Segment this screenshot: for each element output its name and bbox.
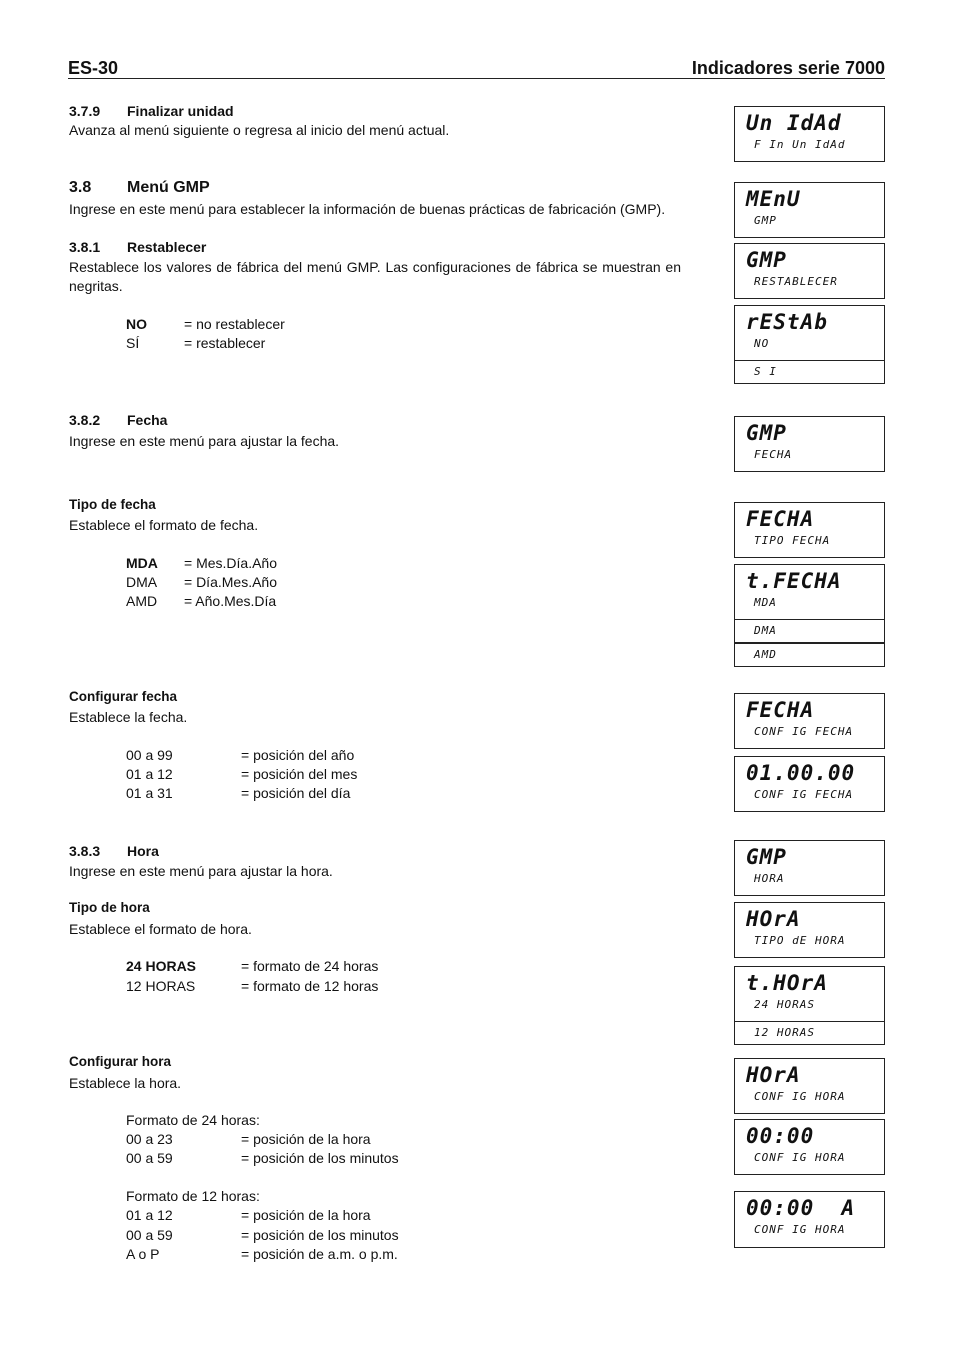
lcd-option-text: S I (754, 365, 777, 378)
lcd-display-menu (734, 182, 885, 238)
lcd-display-fecha-config (734, 693, 885, 749)
page-number: ES-30 (68, 58, 119, 78)
lcd-main-text: t.FECHA (746, 569, 842, 593)
option-desc: = Día.Mes.Año (184, 574, 277, 590)
option-desc: = formato de 12 horas (241, 978, 379, 994)
section-3-8-1-heading (69, 239, 206, 255)
lcd-option-row (734, 360, 885, 384)
section-title: Finalizar unidad (127, 103, 234, 119)
lcd-sub-text: TIPO FECHA (754, 534, 831, 547)
lcd-display-fecha-value (734, 756, 885, 812)
subsection-title: Configurar hora (69, 1054, 172, 1069)
lcd-option-row (734, 643, 885, 667)
subsection-text: Establece la fecha. (69, 709, 188, 725)
lcd-main-text: FECHA (746, 507, 815, 531)
option-key: A o P (126, 1246, 160, 1262)
section-number: 3.8.2 (69, 412, 101, 428)
lcd-sub-text: TIPO dE HORA (754, 934, 846, 947)
subsection-title: Tipo de fecha (69, 497, 156, 512)
lcd-sub-text: CONF IG HORA (754, 1151, 846, 1164)
lcd-main-text: Un IdAd (746, 111, 842, 135)
section-3-7-9-heading (69, 103, 234, 119)
section-3-8-text: Ingrese en este menú para establecer la información de buenas prácticas de fabricación (GMP). (69, 201, 666, 217)
lcd-main-text: 01.00.00 (746, 761, 856, 785)
option-key: SÍ (126, 335, 140, 351)
option-desc: = posición del año (241, 747, 355, 763)
lcd-sub-text: RESTABLECER (754, 275, 838, 288)
subsection-text: Establece el formato de fecha. (69, 517, 259, 533)
option-desc: = posición de la hora (241, 1131, 371, 1147)
lcd-display-restab (734, 305, 885, 378)
section-number: 3.8.1 (69, 239, 101, 255)
option-desc: = posición de los minutos (241, 1227, 399, 1243)
section-3-8-2-heading (69, 412, 167, 428)
lcd-option-row (734, 1021, 885, 1045)
lcd-display-hora-24 (734, 1119, 885, 1175)
lcd-display-t-fecha (734, 564, 885, 661)
option-desc: = formato de 24 horas (241, 958, 379, 974)
option-desc: = no restablecer (184, 316, 285, 332)
option-key: 01 a 12 (126, 1207, 173, 1223)
lcd-sub-text: CONF IG FECHA (754, 725, 854, 738)
subsection-title: Tipo de hora (69, 900, 150, 915)
option-desc: = posición del mes (241, 766, 358, 782)
lcd-display-fecha-tipo (734, 502, 885, 558)
lcd-sub-text: CONF IG HORA (754, 1090, 846, 1103)
section-3-8-3-heading (69, 843, 159, 859)
lcd-main-text: GMP (746, 845, 787, 869)
lcd-sub-text: FECHA (754, 448, 793, 461)
option-key: NO (126, 316, 147, 332)
lcd-sub-text: MDA (754, 596, 777, 609)
subsection-title: Configurar fecha (69, 689, 178, 704)
section-title: Restablecer (127, 239, 207, 255)
section-3-8-heading (69, 179, 210, 197)
header-rule (68, 78, 885, 79)
lcd-sub-text: GMP (754, 214, 777, 227)
lcd-sub-text: NO (754, 337, 770, 350)
lcd-sub-text: CONF IG FECHA (754, 788, 854, 801)
option-key: 01 a 31 (126, 785, 173, 801)
option-desc: = posición de la hora (241, 1207, 371, 1223)
option-key: 24 HORAS (126, 958, 197, 974)
lcd-main-text: HOrA (746, 1063, 801, 1087)
lcd-main-text: MEnU (746, 187, 801, 211)
option-key: 01 a 12 (126, 766, 173, 782)
option-key: 12 HORAS (126, 978, 196, 994)
option-key: 00 a 59 (126, 1227, 173, 1243)
lcd-sub-text: CONF IG HORA (754, 1223, 846, 1236)
option-key: MDA (126, 555, 158, 571)
lcd-main-text: GMP (746, 421, 787, 445)
section-number: 3.7.9 (69, 103, 101, 119)
section-3-8-3-text: Ingrese en este menú para ajustar la hora. (69, 863, 333, 879)
lcd-option-text: AMD (754, 648, 777, 661)
option-key: 00 a 23 (126, 1131, 173, 1147)
lcd-sub-text: HORA (754, 872, 785, 885)
lcd-main-text: t.HOrA (746, 971, 828, 995)
lcd-main-text: rEStAb (746, 310, 828, 334)
option-desc: = Año.Mes.Día (184, 593, 277, 609)
lcd-sub-text: 24 HORAS (754, 998, 815, 1011)
document-title: Indicadores serie 7000 (691, 58, 885, 78)
lcd-display-unidad (734, 106, 885, 162)
option-desc: = posición de los minutos (241, 1150, 399, 1166)
lcd-display-hora-tipo (734, 902, 885, 958)
lcd-display-gmp-restablecer (734, 243, 885, 299)
section-number: 3.8 (69, 179, 92, 196)
lcd-display-hora-12 (734, 1191, 885, 1248)
lcd-main-text: HOrA (746, 907, 801, 931)
section-number: 3.8.3 (69, 843, 101, 859)
option-key: DMA (126, 574, 158, 590)
format-label: Formato de 24 horas: (126, 1112, 260, 1128)
option-key: 00 a 59 (126, 1150, 173, 1166)
lcd-sub-text: F In Un IdAd (754, 138, 846, 151)
section-3-8-2-text: Ingrese en este menú para ajustar la fecha. (69, 433, 340, 449)
format-label: Formato de 12 horas: (126, 1188, 260, 1204)
lcd-option-text: DMA (754, 624, 777, 637)
section-title: Menú GMP (127, 179, 210, 196)
lcd-option-row (734, 619, 885, 643)
section-title: Hora (127, 843, 159, 859)
subsection-text: Establece la hora. (69, 1075, 182, 1091)
option-desc: = posición de a.m. o p.m. (241, 1246, 398, 1262)
subsection-text: Establece el formato de hora. (69, 921, 252, 937)
lcd-main-text: 00:00 (746, 1124, 815, 1148)
lcd-main-text: FECHA (746, 698, 815, 722)
lcd-main-text: GMP (746, 248, 787, 272)
section-title: Fecha (127, 412, 168, 428)
option-key: 00 a 99 (126, 747, 173, 763)
lcd-main-text: 00:00 A (746, 1196, 856, 1220)
lcd-display-t-hora (734, 966, 885, 1039)
option-desc: = Mes.Día.Año (184, 555, 277, 571)
section-3-7-9-text: Avanza al menú siguiente o regresa al inicio del menú actual. (69, 122, 450, 138)
lcd-display-gmp-hora (734, 840, 885, 896)
section-3-8-1-text: Restablece los valores de fábrica del menú GMP. Las configuraciones de fábrica se muestran en negritas. (69, 259, 681, 294)
lcd-display-hora-config (734, 1058, 885, 1114)
lcd-option-text: 12 HORAS (754, 1026, 815, 1039)
option-desc: = restablecer (184, 335, 266, 351)
option-key: AMD (126, 593, 158, 609)
option-desc: = posición del día (241, 785, 351, 801)
lcd-display-gmp-fecha (734, 416, 885, 472)
